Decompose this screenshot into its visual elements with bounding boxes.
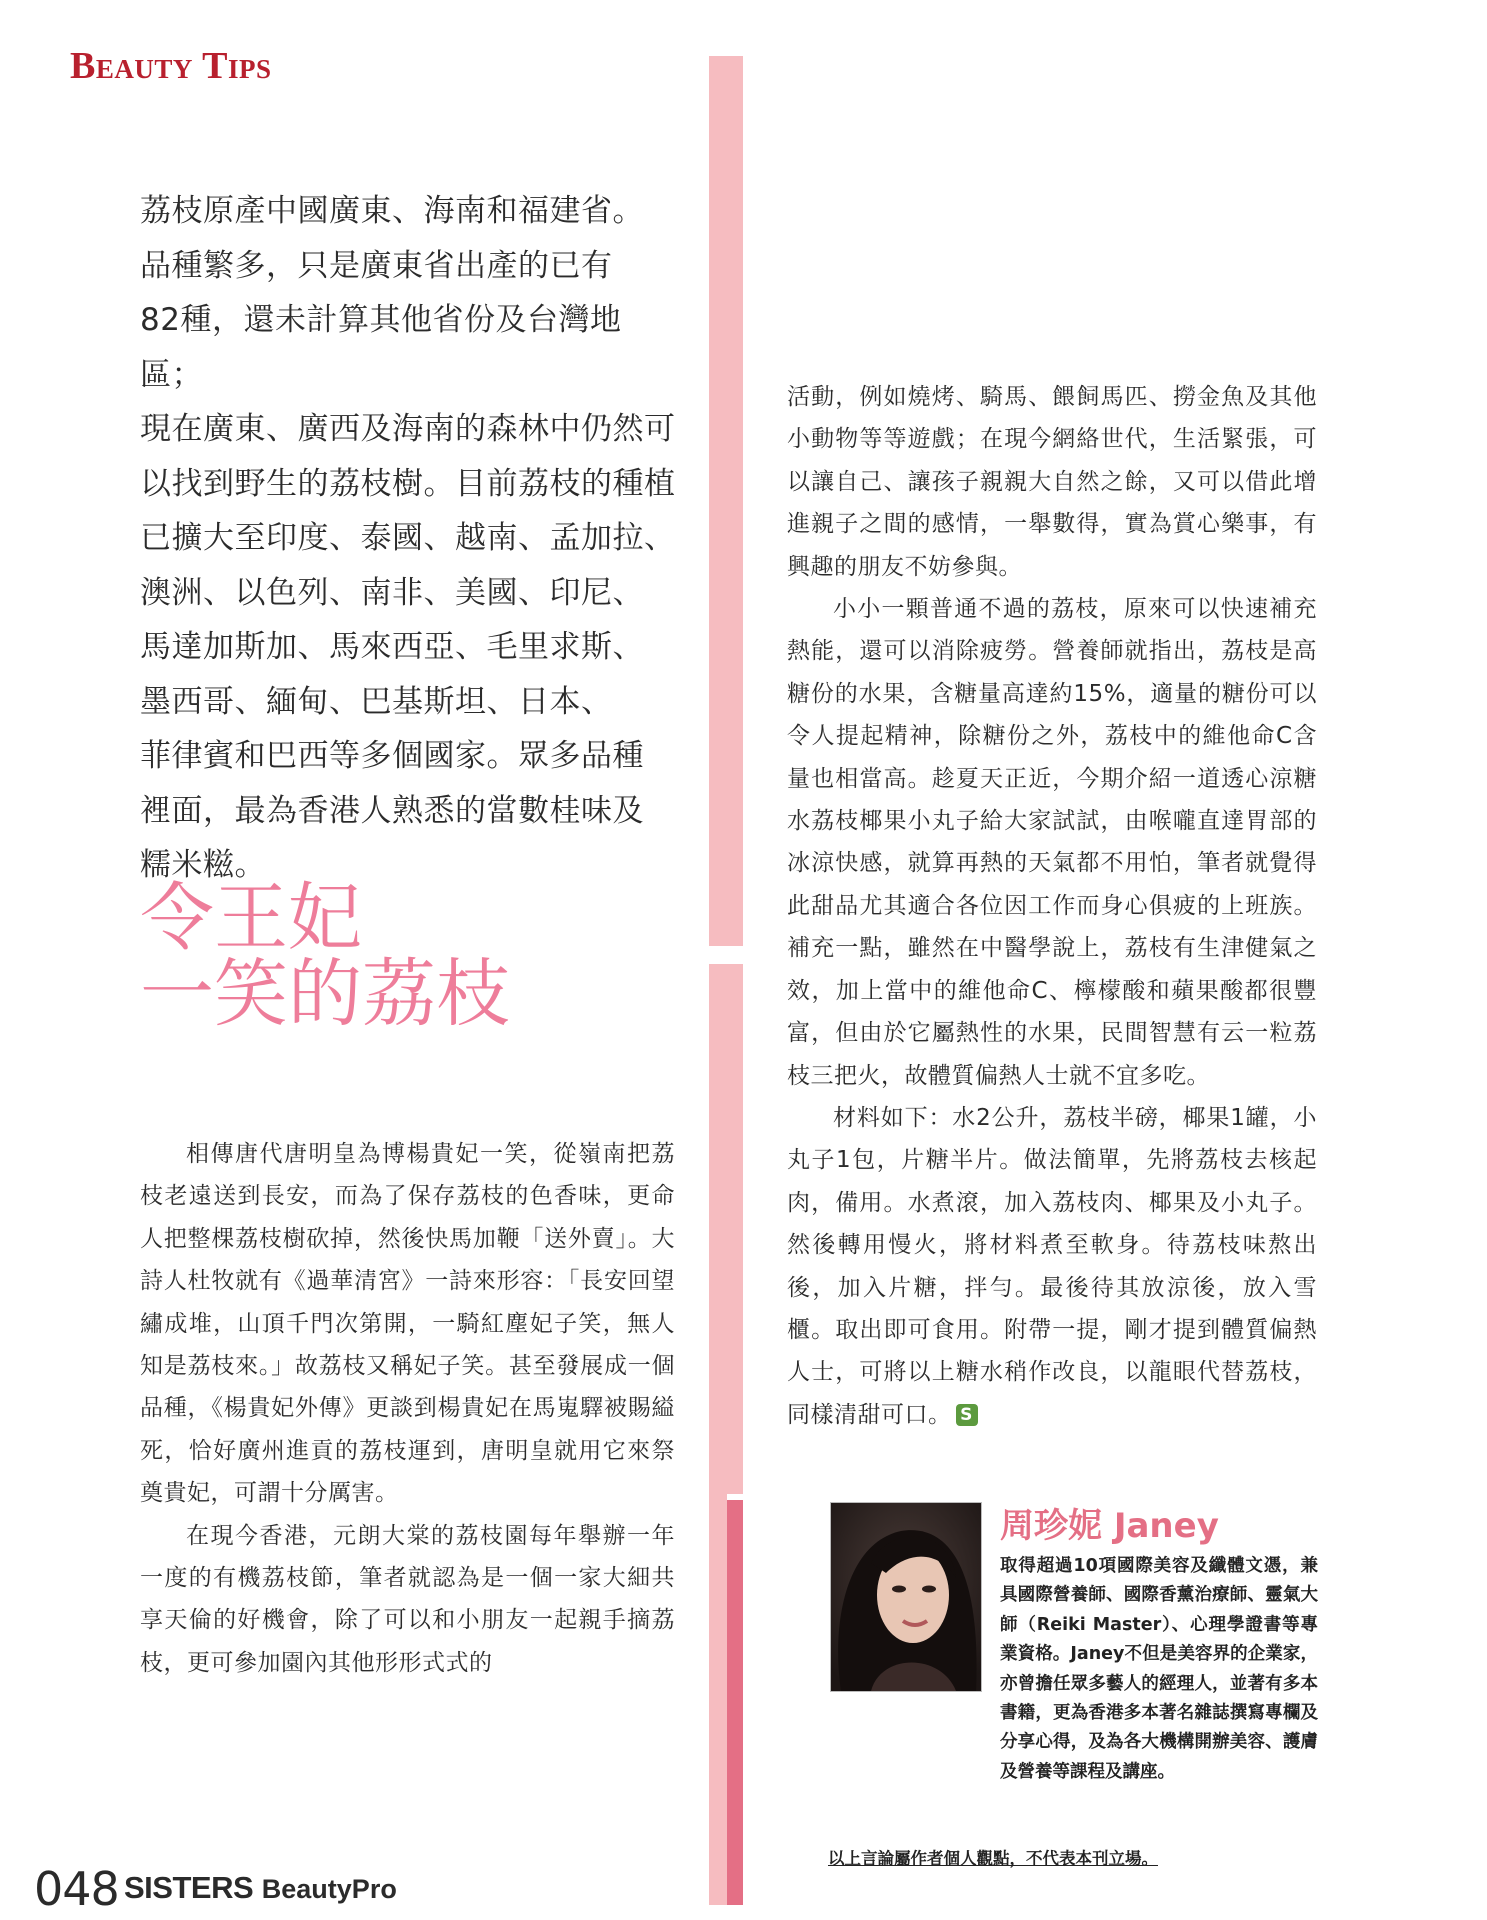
decorative-stripe-top	[709, 56, 743, 946]
article-paragraph-1: 相傳唐代唐明皇為博楊貴妃一笑，從嶺南把荔枝老遠送到長安，而為了保存荔枝的色香味，更命人把整棵荔枝樹砍掉，然後快馬加鞭「送外賣」。大詩人杜牧就有《過華清宮》一詩來形容：「長安回望繡成堆，山頂千門次第開，一騎紅塵妃子笑，無人知是荔枝來。」故荔枝又稱妃子笑。甚至發展成一個品種，《楊貴妃外傳》更談到楊貴妃在馬嵬驛被賜縊死，恰好廣州進貢的荔枝運到，唐明皇就用它來祭奠貴妃，可謂十分厲害。	[140, 1141, 675, 1507]
decorative-stripe-middle	[709, 964, 743, 1494]
article-column-right	[787, 376, 1317, 1436]
intro-line: 以找到野生的荔枝樹。目前荔枝的種植	[140, 465, 676, 502]
article-column-left	[140, 1133, 675, 1684]
magazine-brand	[124, 1870, 397, 1906]
article-headline	[140, 875, 640, 1037]
headline-line-1: 令王妃	[140, 875, 362, 961]
page-number: 048	[34, 1862, 119, 1916]
decorative-stripe-bottom	[727, 1500, 743, 1905]
author-portrait-icon	[831, 1503, 981, 1691]
article-paragraph-4	[787, 1097, 1317, 1436]
intro-line: 荔枝原產中國廣東、海南和福建省。	[140, 193, 644, 229]
brand-beautypro: BeautyPro	[261, 1874, 397, 1904]
author-name: 周珍妮 Janey	[1000, 1506, 1219, 1546]
article-paragraph-2-continued: 活動，例如燒烤、騎馬、餵飼馬匹、撈金魚及其他小動物等等遊戲；在現今網絡世代，生活緊張，可以讓自己、讓孩子親親大自然之餘，又可以借此增進親子之間的感情，一舉數得，實為賞心樂事，有興趣的朋友不妨參與。	[787, 384, 1317, 580]
intro-line: 現在廣東、廣西及海南的森林中仍然可	[140, 411, 676, 447]
end-mark-icon: S	[956, 1404, 978, 1426]
intro-line: 裡面，最為香港人熟悉的當數桂味及	[140, 792, 644, 829]
intro-line: 馬達加斯加、馬來西亞、毛里求斯、	[140, 629, 644, 665]
article-paragraph-4-text: 材料如下：水2公升，荔枝半磅，椰果1罐，小丸子1包，片糖半片。做法簡單，先將荔枝去核起肉，備用。水煮滾，加入荔枝肉、椰果及小丸子。然後轉用慢火，將材料煮至軟身。待荔枝味熬出後，加入片糖，拌勻。最後待其放涼後，放入雪櫃。取出即可食用。附帶一提，剛才提到體質偏熱人士，可將以上糖水稍作改良，以龍眼代替荔枝，同樣清甜可口。	[787, 1104, 1317, 1428]
intro-paragraph	[140, 184, 680, 893]
intro-line: 品種繁多，只是廣東省出產的已有	[140, 247, 613, 284]
intro-line: 澳洲、以色列、南非、美國、印尼、	[140, 574, 644, 611]
author-photo	[830, 1502, 982, 1692]
intro-line: 糯米糍。	[140, 847, 266, 883]
article-paragraph-3: 小小一顆普通不過的荔枝，原來可以快速補充熱能，還可以消除疲勞。營養師就指出，荔枝是高糖份的水果，含糖量高達約15%，適量的糖份可以令人提起精神，除糖份之外，荔枝中的維他命C含量也相當高。趁夏天正近，今期介紹一道透心涼糖水荔枝椰果小丸子給大家試試，由喉嚨直達胃部的冰涼快感，就算再熱的天氣都不用怕，筆者就覺得此甜品尤其適合各位因工作而身心俱疲的上班族。補充一點，雖然在中醫學說上，荔枝有生津健氣之效，加上當中的維他命C、檸檬酸和蘋果酸都很豐富，但由於它屬熱性的水果，民間智慧有云一粒荔枝三把火，故體質偏熱人士就不宜多吃。	[787, 596, 1317, 1089]
headline-line-2: 一笑的荔枝	[140, 951, 510, 1037]
intro-line: 墨西哥、緬甸、巴基斯坦、日本、	[140, 683, 613, 720]
disclaimer: 以上言論屬作者個人觀點，不代表本刊立場。	[828, 1849, 1158, 1868]
intro-line: 82種，還未計算其他省份及台灣地區；	[140, 302, 622, 393]
intro-line: 菲律賓和巴西等多個國家。眾多品種	[140, 738, 644, 774]
brand-sisters-logo: SISTERS	[124, 1870, 254, 1905]
author-bio: 取得超過10項國際美容及纖體文憑，兼具國際營養師、國際香薰治療師、靈氣大師（Reiki Master）、心理學證書等專業資格。Janey不但是美容界的企業家，亦曾擔任眾多藝人的經理人，並著有多本書籍，更為香港多本著名雜誌撰寫專欄及分享心得，及為各大機構開辦美容、護膚及營養等課程及講座。	[1000, 1556, 1318, 1782]
decorative-stripe-lower	[709, 1494, 727, 1905]
article-paragraph-2: 在現今香港，元朗大棠的荔枝園每年舉辦一年一度的有機荔枝節，筆者就認為是一個一家大細共享天倫的好機會，除了可以和小朋友一起親手摘荔枝，更可參加園內其他形形式式的	[140, 1522, 675, 1676]
intro-line: 已擴大至印度、泰國、越南、孟加拉、	[140, 520, 676, 556]
section-label: Beauty Tips	[70, 45, 272, 87]
